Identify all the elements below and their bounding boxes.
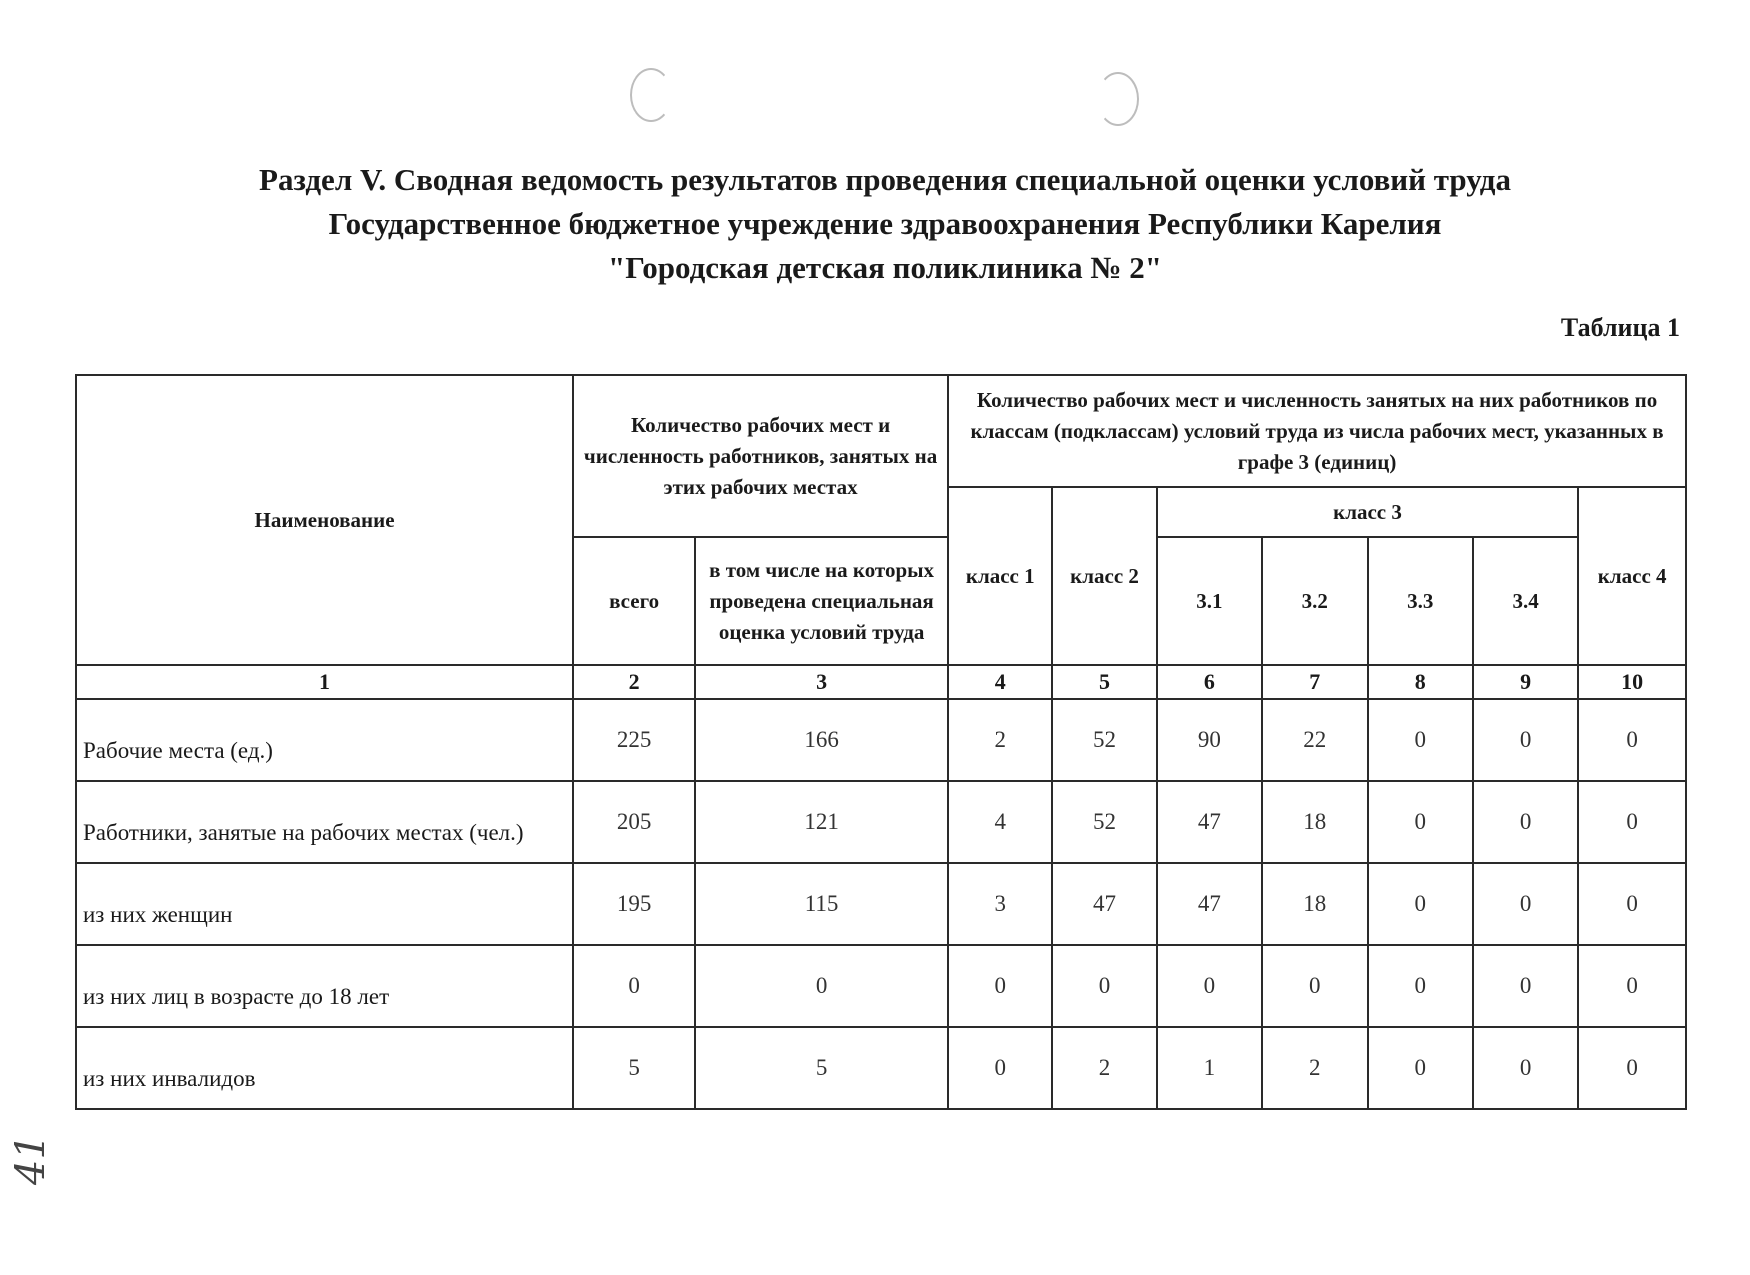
- table-cell: 5: [573, 1027, 695, 1109]
- handwritten-page-mark: 41: [8, 1134, 54, 1185]
- punch-hole-right: [1097, 72, 1139, 126]
- header-classes-group: Количество рабочих мест и численность занятых на них работников по классам (подклассам) условий труда из числа рабочих мест, указанных в графе 3 (единиц): [948, 375, 1686, 487]
- table-cell: 47: [1157, 781, 1262, 863]
- table-cell: 0: [1052, 945, 1156, 1027]
- table-cell: 0: [1368, 1027, 1473, 1109]
- table-cell: 90: [1157, 699, 1262, 781]
- table-cell: 225: [573, 699, 695, 781]
- column-number: 5: [1052, 665, 1156, 699]
- table-cell: 0: [1368, 945, 1473, 1027]
- column-number: 6: [1157, 665, 1262, 699]
- row-label: из них лиц в возрасте до 18 лет: [76, 945, 573, 1027]
- table-cell: 47: [1157, 863, 1262, 945]
- header-class-3: класс 3: [1157, 487, 1579, 537]
- table-cell: 205: [573, 781, 695, 863]
- column-number: 4: [948, 665, 1052, 699]
- column-number: 9: [1473, 665, 1578, 699]
- table-cell: 18: [1262, 863, 1367, 945]
- table-row-workplaces: [76, 699, 1686, 781]
- table-cell: 121: [695, 781, 948, 863]
- table-cell: 3: [948, 863, 1052, 945]
- table-cell: 0: [1578, 1027, 1686, 1109]
- table-cell: 5: [695, 1027, 948, 1109]
- header-workplaces-group: Количество рабочих мест и численность работников, занятых на этих рабочих местах: [573, 375, 948, 537]
- table-cell: 1: [1157, 1027, 1262, 1109]
- table-cell: 47: [1052, 863, 1156, 945]
- column-number: 2: [573, 665, 695, 699]
- header-name: Наименование: [76, 375, 573, 665]
- title-line-clinic: "Городская детская поликлиника № 2": [608, 250, 1162, 285]
- table-row-women: [76, 863, 1686, 945]
- table-cell: 0: [1473, 1027, 1578, 1109]
- title-line-section: Раздел V. Сводная ведомость результатов проведения специальной оценки условий труда: [259, 162, 1511, 197]
- row-label: из них инвалидов: [76, 1027, 573, 1109]
- summary-table: [75, 374, 1687, 1110]
- table-cell: 0: [1157, 945, 1262, 1027]
- table-cell: 0: [1473, 699, 1578, 781]
- punch-hole-left: [630, 68, 672, 122]
- table-cell: 52: [1052, 699, 1156, 781]
- table-cell: 2: [1262, 1027, 1367, 1109]
- table-cell: 166: [695, 699, 948, 781]
- column-number: 3: [695, 665, 948, 699]
- row-label: из них женщин: [76, 863, 573, 945]
- header-class-2: класс 2: [1052, 487, 1156, 665]
- header-subclass-3-1: 3.1: [1157, 537, 1262, 665]
- column-number: 1: [76, 665, 573, 699]
- table-cell: 52: [1052, 781, 1156, 863]
- table-cell: 0: [1262, 945, 1367, 1027]
- table-cell: 0: [1368, 699, 1473, 781]
- table-row-minors: [76, 945, 1686, 1027]
- table-cell: 2: [948, 699, 1052, 781]
- table-cell: 18: [1262, 781, 1367, 863]
- document-title: [150, 158, 1620, 290]
- header-class-4: класс 4: [1578, 487, 1686, 665]
- table-cell: 4: [948, 781, 1052, 863]
- table-cell: 0: [1473, 781, 1578, 863]
- table-cell: 0: [1368, 781, 1473, 863]
- table-cell: 195: [573, 863, 695, 945]
- column-number: 8: [1368, 665, 1473, 699]
- table-cell: 0: [1473, 863, 1578, 945]
- row-label: Работники, занятые на рабочих местах (чел.): [76, 781, 573, 863]
- table-cell: 0: [1473, 945, 1578, 1027]
- header-assessed: в том числе на которых проведена специальная оценка условий труда: [695, 537, 948, 665]
- header-subclass-3-4: 3.4: [1473, 537, 1578, 665]
- table-label: Таблица 1: [1560, 313, 1680, 342]
- header-subclass-3-2: 3.2: [1262, 537, 1367, 665]
- table-row-workers: [76, 781, 1686, 863]
- table-cell: 0: [695, 945, 948, 1027]
- row-label: Рабочие места (ед.): [76, 699, 573, 781]
- table-cell: 0: [1578, 863, 1686, 945]
- header-total: всего: [573, 537, 695, 665]
- table-cell: 2: [1052, 1027, 1156, 1109]
- table-cell: 0: [1578, 781, 1686, 863]
- header-subclass-3-3: 3.3: [1368, 537, 1473, 665]
- column-number: 10: [1578, 665, 1686, 699]
- table-cell: 0: [948, 945, 1052, 1027]
- table-cell: 0: [1578, 699, 1686, 781]
- table-cell: 22: [1262, 699, 1367, 781]
- table-cell: 115: [695, 863, 948, 945]
- table-row-disabled: [76, 1027, 1686, 1109]
- table-cell: 0: [573, 945, 695, 1027]
- table-cell: 0: [1578, 945, 1686, 1027]
- table-cell: 0: [1368, 863, 1473, 945]
- column-number: 7: [1262, 665, 1367, 699]
- table-cell: 0: [948, 1027, 1052, 1109]
- header-class-1: класс 1: [948, 487, 1052, 665]
- title-line-organization: Государственное бюджетное учреждение здравоохранения Республики Карелия: [328, 206, 1442, 241]
